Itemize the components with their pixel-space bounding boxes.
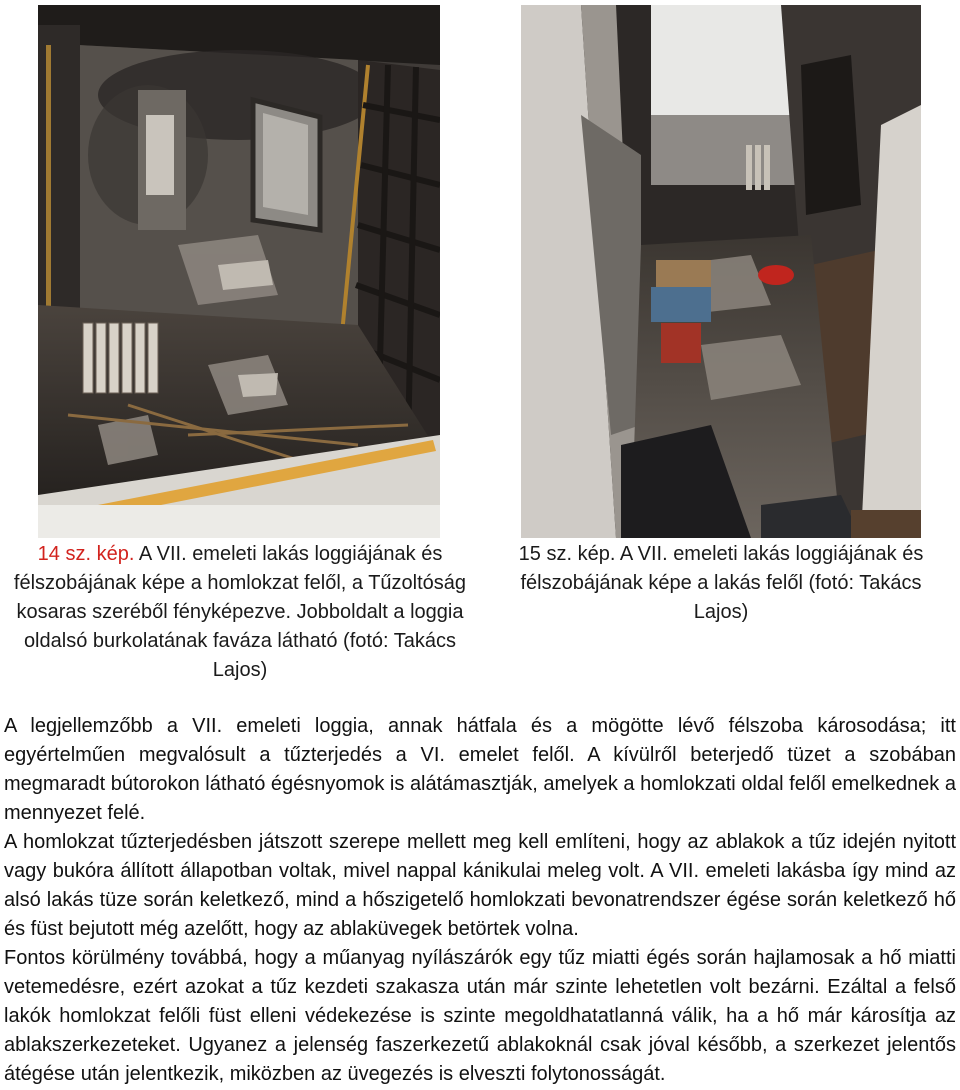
figure-caption-text-15: A VII. emeleti lakás loggiájának és félszobájának képe a lakás felől (fotó: Takács Lajos) [520, 543, 924, 623]
figure-caption-text-14: A VII. emeleti lakás loggiájának és félszobájának képe a homlokzat felől, a Tűzoltóság kosaras szeréből fényképezve. Jobboldalt a loggia oldalsó burkolatának faváza látható (fotó: Takács Lajos) [13, 543, 467, 681]
body-text [4, 712, 956, 1089]
burnt-room-illustration [38, 5, 440, 538]
paragraph-3: Fontos körülmény továbbá, hogy a műanyag nyílászárók egy tűz miatti égés során hajlamosak a hő miatti vetemedésre, ezért azokat a tűz kezdeti szakasza után már szinte lehetetlen volt bezárni. Ezáltal a felső lakók homlokzat felőli füst elleni védekezése is szinte megoldhatatlanná válik, ha a hő már károsítja az ablakszerkezeteket. Ugyanez a jelenség faszerkezetű ablakoknál csak jóval később, a szerkezet jelentős átégése után jelentkezik, miközben az üvegezés is elveszti folytonosságát. [4, 947, 956, 1085]
photo-burnt-loggia-facade [38, 5, 440, 538]
photo-burnt-loggia-interior [521, 5, 921, 538]
burnt-corridor-illustration [521, 5, 921, 538]
figure-caption-15 [498, 540, 944, 627]
figure-number-14: 14 sz. kép. [37, 543, 135, 565]
figure-number-15: 15 sz. kép. [518, 543, 616, 565]
paragraph-2: A homlokzat tűzterjedésben játszott szerepe mellett meg kell említeni, hogy az ablakok a tűz idején nyitott vagy bukóra állított állapotban voltak, mivel nappal kánikulai meleg volt. A VII. emeleti lakásba így mind az alsó lakás tüze során keletkező, mind a hőszigetelő homlokzati bevonatrendszer égése során keletkező hő és füst bejutott még azelőtt, hogy az ablaküvegek betörtek volna. [4, 831, 956, 940]
figure-caption-14 [10, 540, 470, 685]
paragraph-1: A legjellemzőbb a VII. emeleti loggia, annak hátfala és a mögötte lévő félszoba károsodása; itt egyértelműen megvalósult a tűzterjedés a VI. emelet felől. A kívülről beterjedő tüzet a szobában megmaradt bútorokon látható égésnyomok is alátámasztják, amelyek a homlokzati oldal felől emelkednek a mennyezet felé. [4, 715, 956, 824]
